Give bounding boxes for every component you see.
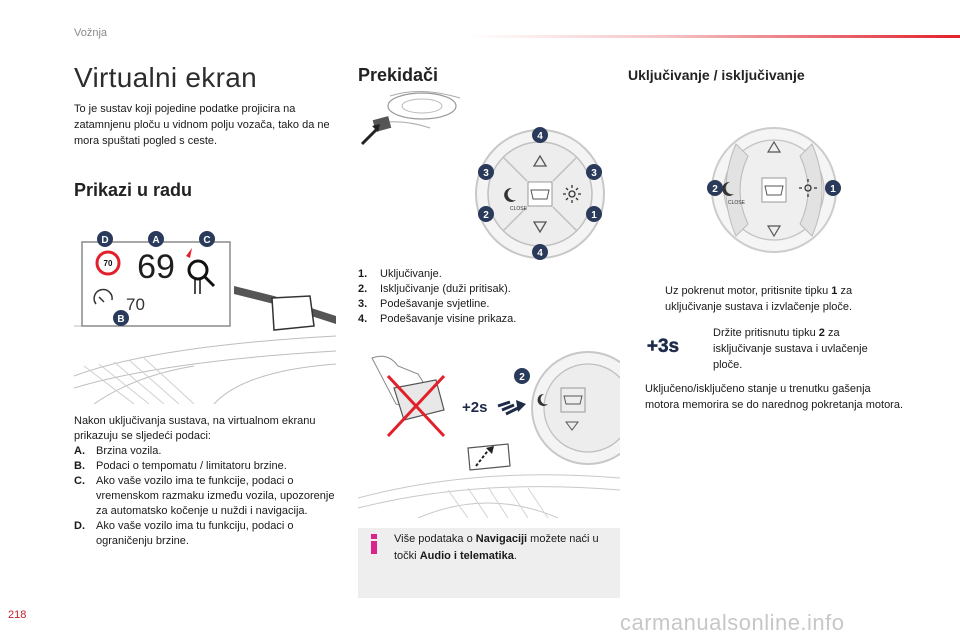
close-label: CLOSE [510,206,527,212]
svg-text:1: 1 [830,184,836,195]
bullet-marker [693,325,713,373]
hold-3s-badge [640,332,686,358]
info-link-audio: Audio i telematika [419,550,514,562]
marker-b [113,310,129,326]
info-icon [368,534,380,556]
list-item: B. Podaci o tempomatu / limitatoru brzine. [74,460,287,472]
switch-marker-3-left [478,164,494,180]
intro-paragraph: To je sustav koji pojedine podatke projicira na zatamnjenu ploču u vidnom polju vozača, tako da ne mora spuštati pogled s ceste. [74,103,330,147]
svg-text:2: 2 [712,184,718,195]
hud-display-figure [74,226,336,404]
switch-marker-4-top [532,127,548,143]
state-memory-note: Uključeno/isključeno stanje u trenutku gašenja motora memorira se do narednog pokretanja motora. [645,383,904,411]
svg-text:2: 2 [483,210,489,221]
page-number: 218 [8,609,27,621]
svg-text:4: 4 [537,131,543,142]
speed-limit-sign-text: 70 [103,259,113,268]
hold-duration-2s: +2s [462,399,488,416]
list-item: 4. Podešavanje visine prikaza. [358,313,517,325]
switch-functions-list [358,267,608,327]
svg-text:+3s: +3s [646,336,680,357]
hud-speed-value: 69 [137,248,175,286]
svg-text:A: A [152,235,160,246]
display-items-list [74,414,336,549]
info-link-navigacija: Navigaciji [475,533,528,545]
switch-marker-2-hold [514,368,530,384]
list-item: C. Ako vaše vozilo ima te funkcije, podaci o vremenskom razmaku između vozila, upozorenje za automatsko kočenje u nuždi i navigacija. [74,475,335,517]
prikazi-heading: Prikazi u radu [74,180,193,200]
switch-marker-4-bottom [532,244,548,260]
svg-text:4: 4 [537,248,543,259]
switch-marker-2-onoff [707,180,723,196]
svg-text:C: C [203,235,211,246]
retract-display-figure [358,348,620,518]
list-item: A. Brzina vozila. [74,445,162,457]
marker-a [148,231,164,247]
bullet-switch-on: Uz pokrenut motor, pritisnite tipku 1 za uključivanje sustava i izvlačenje ploče. [645,283,895,315]
switch-marker-2 [478,206,494,222]
bullet-marker [645,283,665,315]
svg-text:1: 1 [591,210,597,221]
bullet-switch-off: Držite pritisnutu tipku 2 za isključivanje sustava i uvlačenje ploče. [693,325,893,373]
steering-wheel-location-figure [360,88,470,148]
close-label-onoff: CLOSE [728,200,745,206]
cruise-value: 70 [126,295,145,314]
info-text: Više podataka o Navigaciji možete naći u točki Audio i telematika. [394,533,599,562]
svg-text:3: 3 [483,168,489,179]
section-label: Vožnja [74,27,108,39]
list-item: D. Ako vaše vozilo ima tu funkciju, podaci o ograničenju brzine. [74,520,294,547]
marker-c [199,231,215,247]
switch-marker-1-onoff [825,180,841,196]
switch-panel-figure [472,126,608,262]
svg-text:B: B [117,314,125,325]
switch-marker-3-right [586,164,602,180]
svg-text:D: D [101,235,109,246]
marker-d [97,231,113,247]
list-item: 1. Uključivanje. [358,268,442,280]
ukljucivanje-heading: Uključivanje / isključivanje [628,67,805,83]
list-item: 2. Isključivanje (duži pritisak). [358,283,511,295]
prekidaci-heading: Prekidači [358,65,439,85]
svg-text:3: 3 [591,168,597,179]
page-title: Virtualni ekran [74,62,257,93]
header-accent-rule [470,35,960,38]
list-item: 3. Podešavanje svjetline. [358,298,490,310]
watermark: carmanualsonline.info [620,610,845,635]
display-items-lead: Nakon uključivanja sustava, na virtualnom ekranu prikazuju se sljedeći podaci: [74,415,316,442]
svg-text:2: 2 [519,372,525,383]
switch-panel-onoff-figure [704,126,844,258]
switch-marker-1 [586,206,602,222]
